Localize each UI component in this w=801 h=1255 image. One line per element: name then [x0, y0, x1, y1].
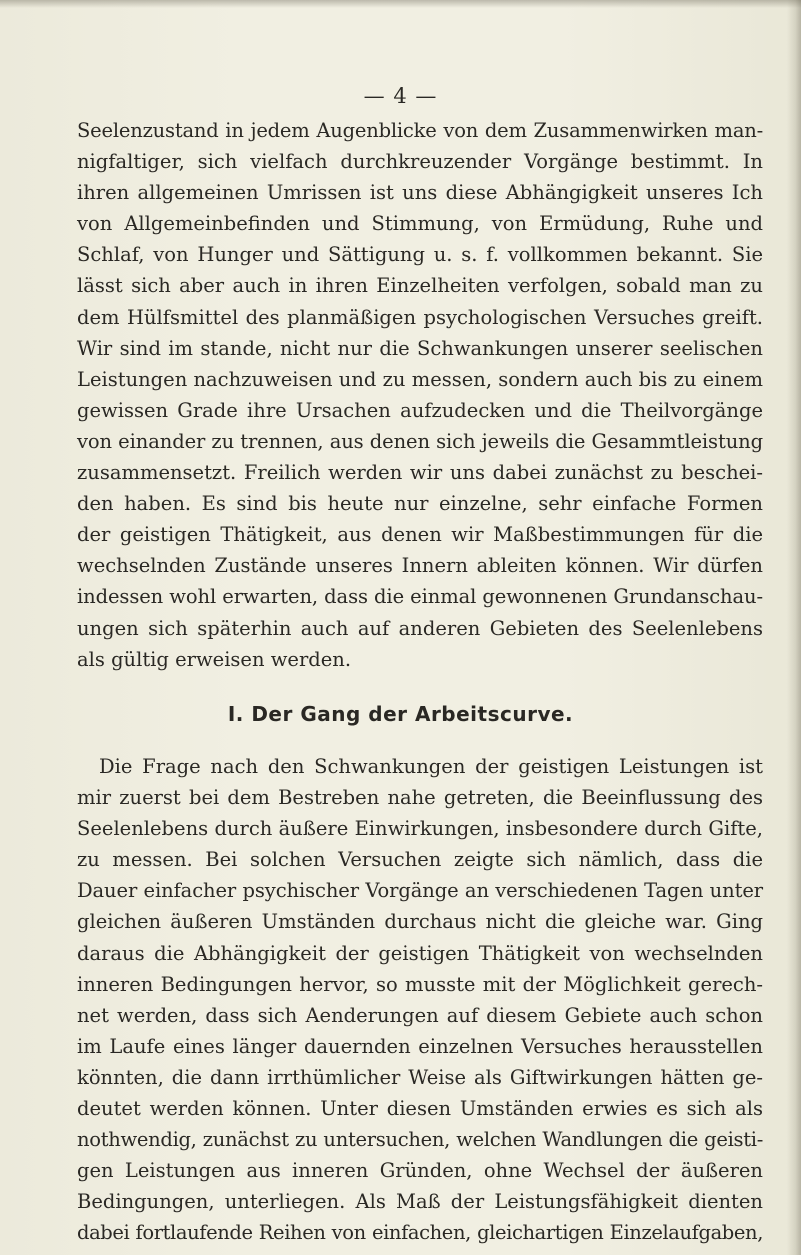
- text-line: nigfaltiger, sich vielfach durchkreuzender Vorgänge bestimmt. In: [77, 150, 763, 174]
- text-line: von Allgemeinbefinden und Stimmung, von Ermüdung, Ruhe und: [77, 212, 763, 236]
- paragraph-1: [77, 115, 763, 675]
- text-line: der geistigen Thätigkeit, aus denen wir Maßbestimmungen für die: [77, 523, 763, 547]
- text-line: gen Leistungen aus inneren Gründen, ohne Wechsel der äußeren: [77, 1159, 763, 1183]
- text-line: ihren allgemeinen Umrissen ist uns diese Abhängigkeit unseres Ich: [77, 181, 763, 205]
- text-line: mir zuerst bei dem Bestreben nahe getreten, die Beeinflussung des: [77, 786, 763, 810]
- text-line: gleichen äußeren Umständen durchaus nicht die gleiche war. Ging: [77, 910, 763, 934]
- text-line: Leistungen nachzuweisen und zu messen, sondern auch bis zu einem: [77, 367, 763, 391]
- section-heading: I. Der Gang der Arbeitscurve.: [227, 702, 574, 726]
- paragraph-2: [77, 751, 763, 1249]
- text-line: daraus die Abhängigkeit der geistigen Thätigkeit von wechselnden: [77, 941, 763, 965]
- text-line: als gültig erweisen werden.: [77, 647, 352, 671]
- text-line: indessen wohl erwarten, dass die einmal gewonnenen Grundanschau-: [77, 585, 763, 609]
- text-line: net werden, dass sich Aenderungen auf diesem Gebiete auch schon: [77, 1003, 763, 1027]
- text-line: deutet werden können. Unter diesen Umständen erwies es sich als: [77, 1097, 763, 1121]
- text-line: Schlaf, von Hunger und Sättigung u. s. f. vollkommen bekannt. Sie: [77, 243, 763, 267]
- text-line: Bedingungen, unterliegen. Als Maß der Leistungsfähigkeit dienten: [77, 1190, 763, 1214]
- text-line: zusammensetzt. Freilich werden wir uns dabei zunächst zu beschei-: [77, 461, 763, 485]
- text-line: könnten, die dann irrthümlicher Weise als Giftwirkungen hätten ge-: [77, 1065, 763, 1089]
- page-top-shadow: [0, 0, 801, 8]
- text-line: im Laufe eines länger dauernden einzelnen Versuches herausstellen: [77, 1034, 763, 1058]
- text-line: den haben. Es sind bis heute nur einzelne, sehr einfache Formen: [77, 492, 763, 516]
- text-line: Dauer einfacher psychischer Vorgänge an verschiedenen Tagen unter: [77, 879, 763, 903]
- text-line: Wir sind im stande, nicht nur die Schwankungen unserer seelischen: [77, 336, 763, 360]
- text-line: Seelenzustand in jedem Augenblicke von dem Zusammenwirken man-: [77, 119, 763, 142]
- text-line: nothwendig, zunächst zu untersuchen, welchen Wandlungen die geisti-: [77, 1128, 763, 1152]
- text-line: gewissen Grade ihre Ursachen aufzudecken und die Theilvorgänge: [77, 398, 763, 422]
- text-line: Die Frage nach den Schwankungen der geistigen Leistungen ist: [99, 755, 763, 778]
- text-line: wechselnden Zustände unseres Innern ableiten können. Wir dürfen: [77, 554, 763, 578]
- text-line: lässt sich aber auch in ihren Einzelheiten verfolgen, sobald man zu: [77, 274, 763, 298]
- text-line: inneren Bedingungen hervor, so musste mit der Möglichkeit gerech-: [77, 972, 763, 996]
- text-line: dabei fortlaufende Reihen von einfachen, gleichartigen Einzelaufgaben,: [77, 1221, 763, 1245]
- text-line: ungen sich späterhin auch auf anderen Gebieten des Seelenlebens: [77, 616, 763, 640]
- text-line: Seelenlebens durch äußere Einwirkungen, insbesondere durch Gifte,: [77, 817, 763, 841]
- text-line: zu messen. Bei solchen Versuchen zeigte sich nämlich, dass die: [77, 848, 763, 872]
- text-line: dem Hülfsmittel des planmäßigen psychologischen Versuches greift.: [77, 305, 763, 329]
- page-number: — 4 —: [363, 84, 438, 108]
- page-right-edge-shadow: [787, 0, 801, 1255]
- text-line: von einander zu trennen, aus denen sich jeweils die Gesammtleistung: [77, 429, 763, 453]
